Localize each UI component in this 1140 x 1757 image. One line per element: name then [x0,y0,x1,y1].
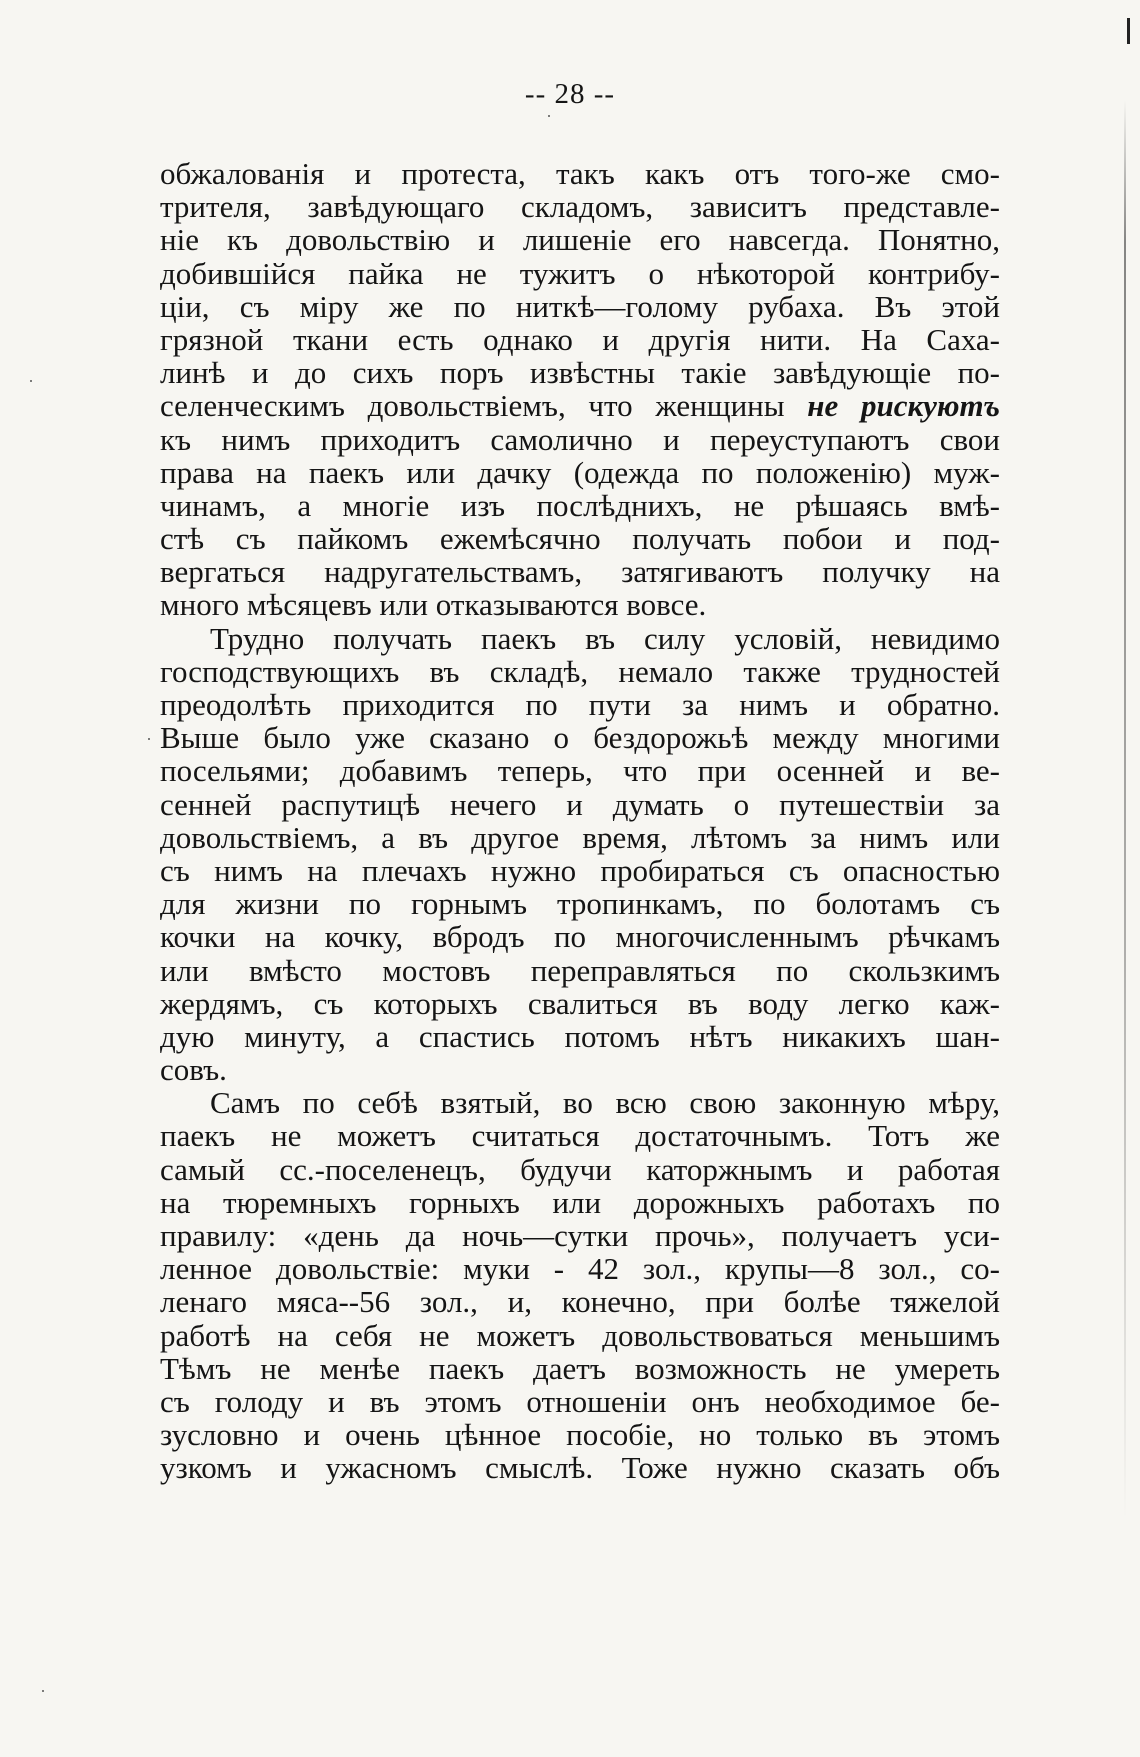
text-line: господствующихъ въ складѣ, немало также трудностей [160,653,1000,689]
scan-dust-dot [148,738,150,740]
text-line: правилу: «день да ночь—сутки прочь», получаетъ уси- [160,1218,1000,1253]
text-line: чинамъ, а многіе изъ послѣднихъ, не рѣшаясь вмѣ- [160,487,1000,523]
text-line: вергаться надругательствамъ, затягиваютъ получку на [160,554,1000,590]
text-line: на тюремныхъ горныхъ или дорожныхъ работахъ по [160,1184,1000,1220]
text-line: много мѣсяцевъ или отказываются вовсе. [160,587,707,623]
text-line-with-italic [160,389,1000,422]
text-line: преодолѣть приходится по пути за нимъ и обратно. [160,687,1000,722]
text-line: Тѣмъ не менѣе паекъ даетъ возможность не умереть [160,1350,1000,1386]
scan-edge-shadow [1124,100,1126,1520]
text-line: добившійся пайка не тужитъ о нѣкоторой контрибу- [160,255,1000,291]
text-line: паекъ не можетъ считаться достаточнымъ. Тотъ же [160,1118,1000,1154]
text-line: съ голоду и въ этомъ отношеніи онъ необходимое бе- [160,1383,1000,1419]
text-line: Выше было уже сказано о бездорожьѣ между многими [160,720,1000,756]
text-line: линѣ и до сихъ поръ извѣстны такіе завѣдующіе по- [160,355,1000,391]
text-line: грязной ткани есть однако и другія нити. На Саха- [160,321,1000,357]
text-line: жердямъ, съ которыхъ свалиться въ воду легко каж- [160,985,1000,1021]
text-line: къ нимъ приходитъ самолично и переуступаютъ свои [160,421,1000,457]
text-line: ніе къ довольствію и лишеніе его навсегда. Понятно, [160,222,1000,258]
text-line: Самъ по себѣ взятый, во всю свою законную мѣру, [210,1085,1000,1121]
text-line: ціи, съ міру же по ниткѣ—голому рубаха. Въ этой [160,288,1000,324]
text-line: кочки на кочку, вбродъ по многочисленнымъ рѣчкамъ [160,919,1000,955]
text-line: съ нимъ на плечахъ нужно пробираться съ опасностью [160,852,1000,888]
text-line: дую минуту, а спастись потомъ нѣтъ никакихъ шан- [160,1018,1000,1054]
text-line: стѣ съ пайкомъ ежемѣсячно получать побои и под- [160,521,1000,557]
text-line: Трудно получать паекъ въ силу условій, невидимо [210,620,1000,656]
text-line: зусловно и очень цѣнное пособіе, но только въ этомъ [160,1417,1000,1453]
scan-dust-dot [42,1690,44,1692]
text-line: права на паекъ или дачку (одежда по положенію) муж- [160,454,1000,490]
text-line: совъ. [160,1052,227,1088]
italic-phrase: не рискуютъ [807,388,1000,424]
text-line: трителя, завѣдующаго складомъ, зависитъ представле- [160,189,1000,225]
text-line: ленное довольствіе: муки - 42 зол., крупы—8 зол., со- [160,1251,1000,1287]
scan-dust-dot [548,115,550,117]
text-segment: селенческимъ довольствіемъ, что женщины [160,388,785,424]
text-line: посельями; добавимъ теперь, что при осенней и ве- [160,753,1000,789]
text-line: обжалованія и протеста, такъ какъ отъ того-же смо- [160,156,1000,191]
body-text [160,157,1000,1485]
text-line: работѣ на себя не можетъ довольствоваться меньшимъ [160,1317,1000,1353]
text-line: самый сс.-поселенецъ, будучи каторжнымъ и работая [160,1151,1000,1187]
text-line: для жизни по горнымъ тропинкамъ, по болотамъ съ [160,886,1000,922]
page-number: -- 28 -- [524,78,616,110]
text-line: узкомъ и ужасномъ смыслѣ. Тоже нужно сказать объ [160,1450,1000,1486]
scan-dust-dot [30,380,32,382]
text-line: или вмѣсто мостовъ переправляться по скользкимъ [160,952,1000,988]
text-line: сенней распутицѣ нечего и думать о путешествіи за [160,786,1000,822]
text-line: довольствіемъ, а въ другое время, лѣтомъ за нимъ или [160,819,1000,855]
text-line: ленаго мяса--56 зол., и, конечно, при болѣе тяжелой [160,1284,1000,1320]
scan-edge-mark [1127,18,1130,44]
